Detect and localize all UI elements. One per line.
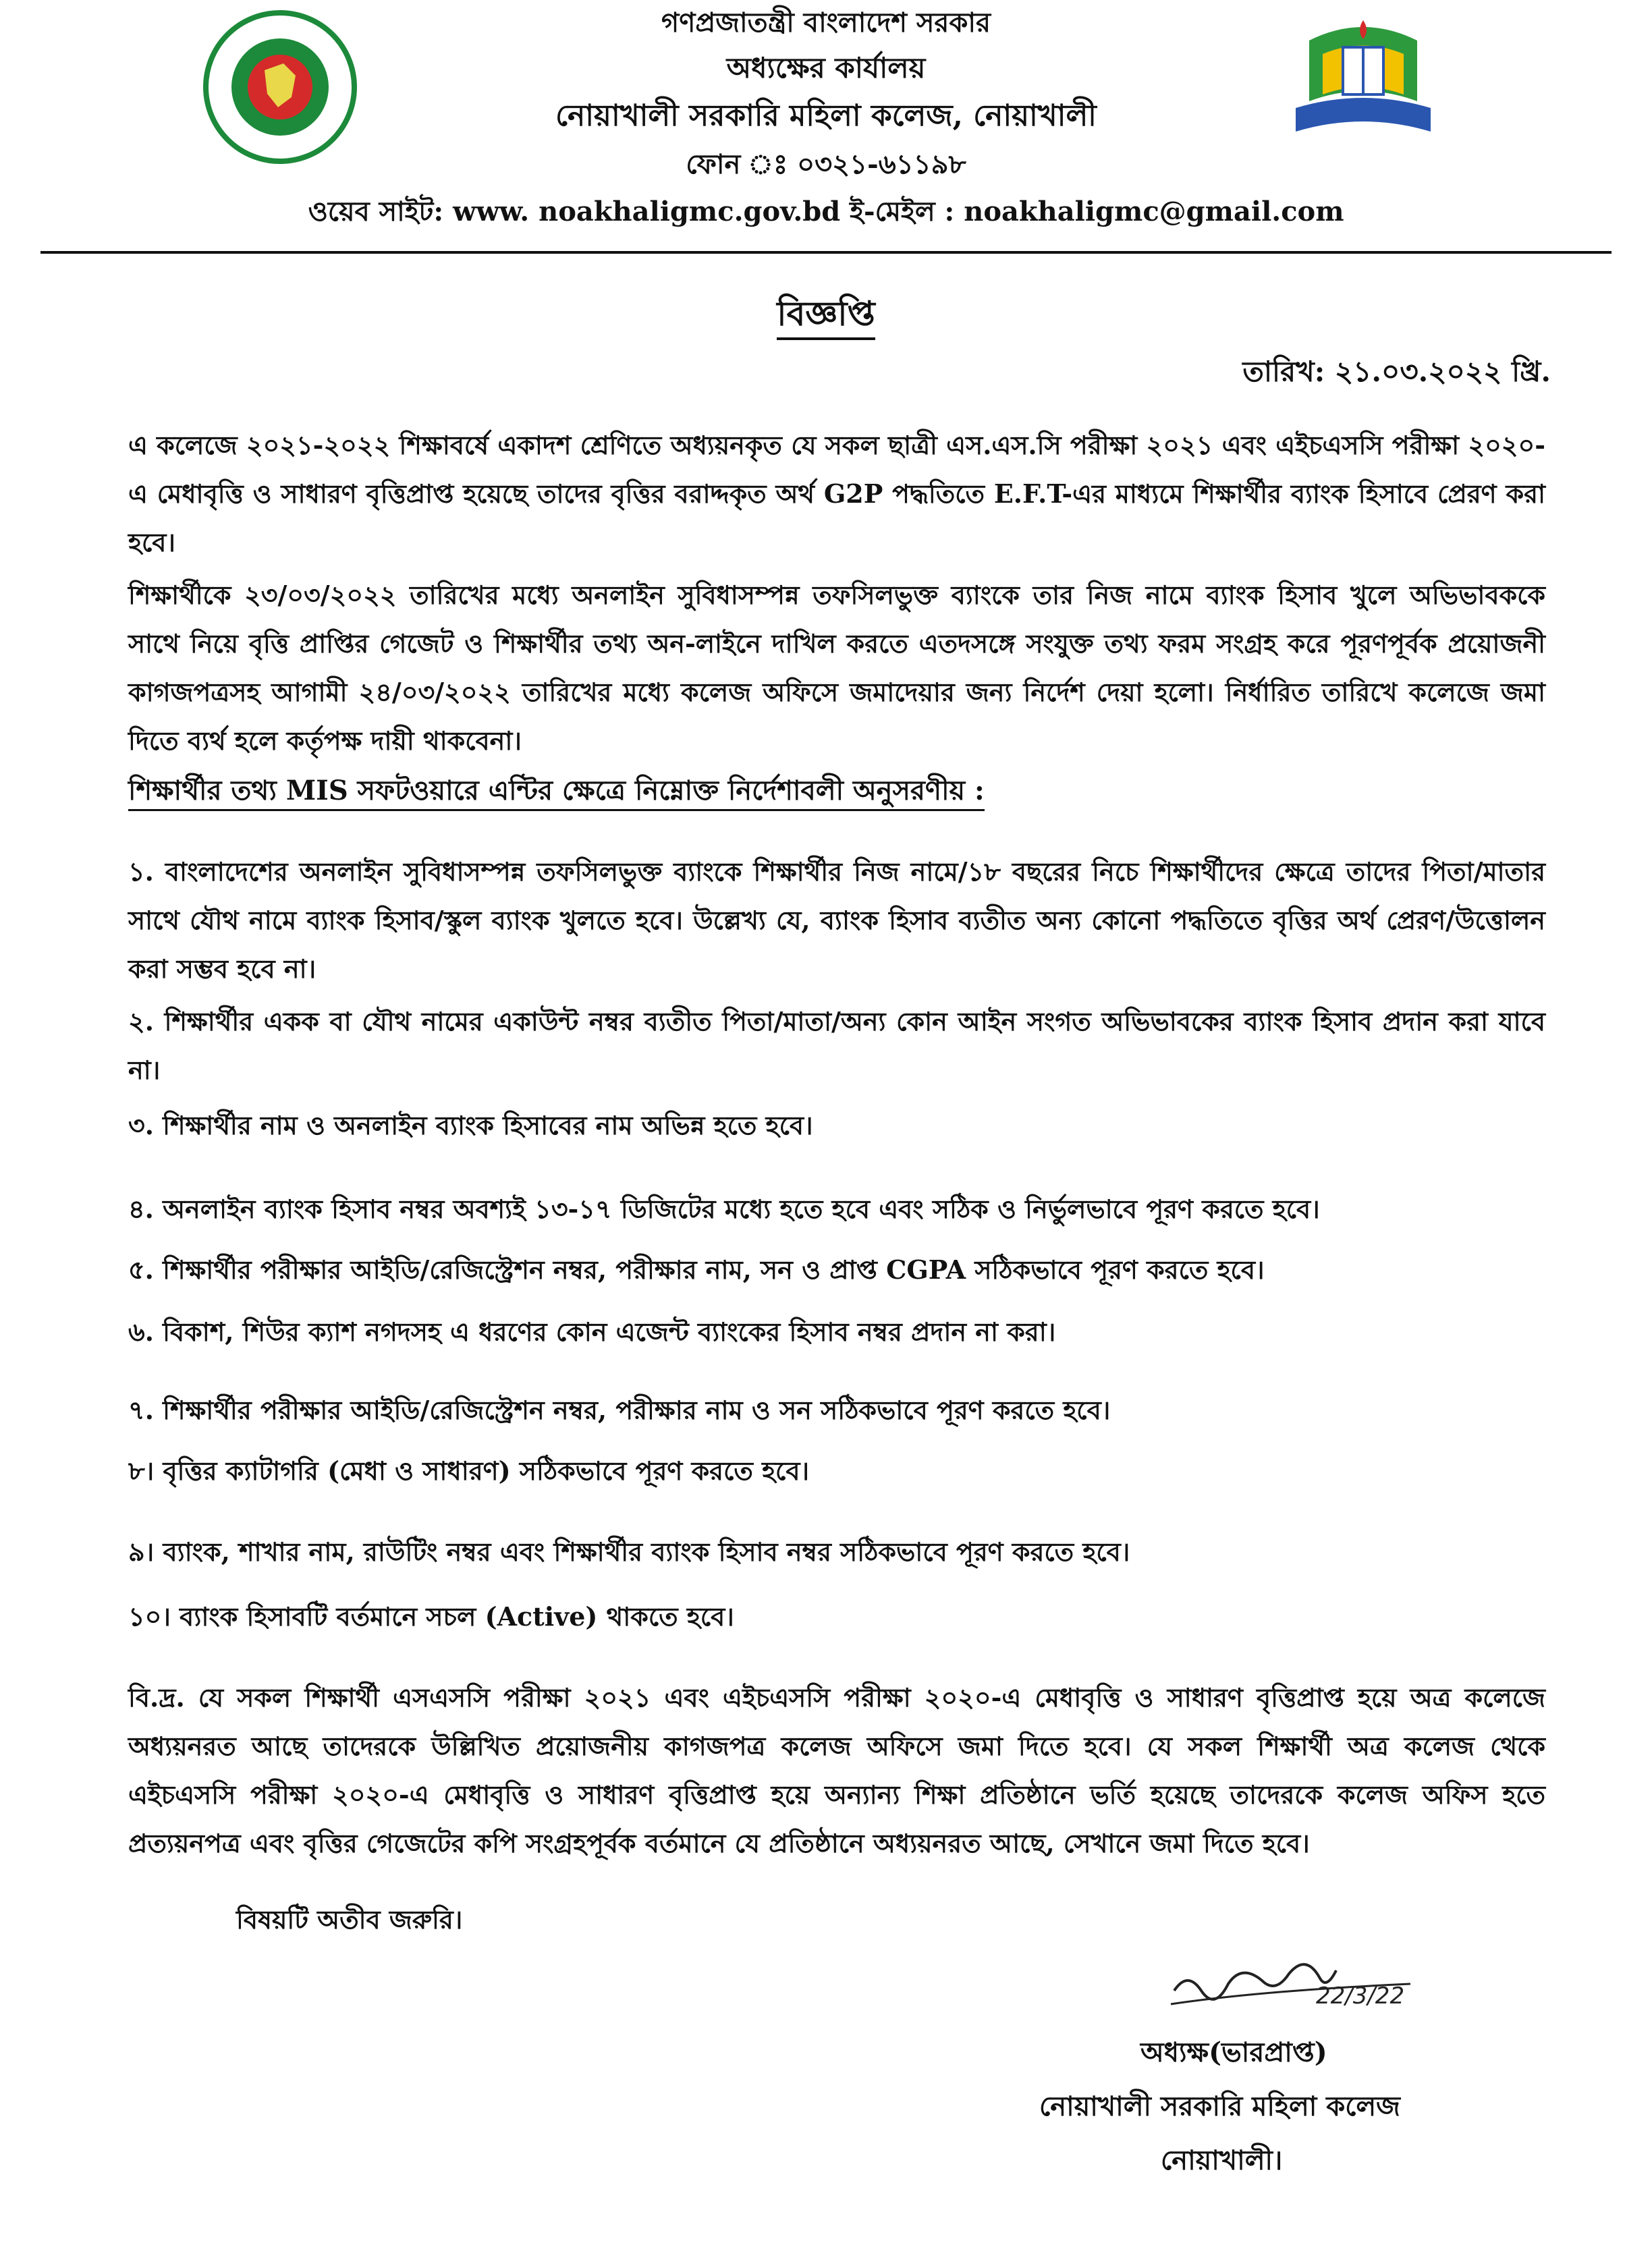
notice-title-text: বিজ্ঞপ্তি [777, 294, 875, 340]
signature-date: 22/3/22 [1316, 1983, 1405, 2010]
header-divider [40, 251, 1612, 254]
header-phone: ফোন ঃ ০৩২১-৬১১৯৮ [686, 148, 966, 180]
header-web-email: ওয়েব সাইট: www. noakhaligmc.gov.bd ই-মেইল : noakhaligmc@gmail.com [308, 196, 1344, 227]
signatory-designation: অধ্যক্ষ(ভারপ্রাপ্ত) [1140, 2037, 1327, 2068]
header-college-name: নোয়াখালী সরকারি মহিলা কলেজ, নোয়াখালী [555, 99, 1097, 133]
header-office-name: অধ্যক্ষের কার্যালয় [726, 51, 926, 84]
instruction-item-9: ৯। ব্যাংক, শাখার নাম, রাউটিং নম্বর এবং শিক্ষার্থীর ব্যাংক হিসাব নম্বর সঠিকভাবে পূরণ করতে হবে। [128, 1536, 1130, 1567]
instruction-item-6: ৬. বিকাশ, শিউর ক্যাশ নগদসহ এ ধরণের কোন এজেন্ট ব্যাংকের হিসাব নম্বর প্রদান না করা। [128, 1317, 1056, 1347]
instruction-item-4: ৪. অনলাইন ব্যাংক হিসাব নম্বর অবশ্যই ১৩-১৭ ডিজিটের মধ্যে হতে হবে এবং সঠিক ও নির্ভুলভাবে পূরণ করতে হবে। [128, 1194, 1320, 1224]
urgent-note: বিষয়টি অতীব জরুরি। [236, 1904, 463, 1935]
signatory-place: নোয়াখালী। [1161, 2144, 1283, 2176]
instruction-item-5: ৫. শিক্ষার্থীর পরীক্ষার আইডি/রেজিস্ট্রেশন নম্বর, পরীক্ষার নাম, সন ও প্রাপ্ত CGPA সঠিকভাবে পূরণ করতে হবে। [128, 1254, 1265, 1285]
handwritten-signature [1161, 1943, 1417, 2034]
instructions-heading [128, 769, 985, 814]
instruction-item-7: ৭. শিক্ষার্থীর পরীক্ষার আইডি/রেজিস্ট্রেশন নম্বর, পরীক্ষার নাম ও সন সঠিকভাবে পূরণ করতে হবে। [128, 1395, 1111, 1425]
instruction-item-2: ২. শিক্ষার্থীর একক বা যৌথ নামের একাউন্ট নম্বর ব্যতীত পিতা/মাতা/অন্য কোন আইন সংগত অভিভাবকের ব্যাংক হিসাব প্রদান করা যাবে না। [128, 1006, 1545, 1085]
instruction-item-8: ৮। বৃত্তির ক্যাটাগরি (মেধা ও সাধারণ) সঠিকভাবে পূরণ করতে হবে। [128, 1456, 810, 1486]
instruction-item-1: ১. বাংলাদেশের অনলাইন সুবিধাসম্পন্ন তফসিলভুক্ত ব্যাংকে শিক্ষার্থীর নিজ নামে/১৮ বছরের নিচে শিক্ষার্থীদের ক্ষেত্রে তাদের পিতা/মাতার সাথে যৌথ নামে ব্যাংক হিসাব/স্কুল ব্যাংক খুলতে হবে। উল্লেখ্য যে, ব্যাংক হিসাব ব্যতীত অন্য কোনো পদ্ধতিতে বৃত্তির অর্থ প্রেরণ/উত্তোলন করা সম্ভব হবে না। [128, 856, 1545, 984]
instructions-heading-text: শিক্ষার্থীর তথ্য MIS সফটওয়ারে এন্টির ক্ষেত্রে নিম্নোক্ত নির্দেশাবলী অনুসরণীয় : [128, 775, 985, 811]
notice-title [0, 289, 1652, 345]
instruction-item-3: ৩. শিক্ষার্থীর নাম ও অনলাইন ব্যাংক হিসাবের নাম অভিন্ন হতে হবে। [128, 1110, 813, 1140]
notice-date: তারিখ: ২১.০৩.২০২২ খ্রি. [1242, 355, 1551, 388]
instruction-item-10: ১০। ব্যাংক হিসাবটি বর্তমানে সচল (Active) থাকতে হবে। [128, 1601, 734, 1632]
signatory-institution: নোয়াখালী সরকারি মহিলা কলেজ [1039, 2090, 1400, 2122]
paragraph-2: শিক্ষার্থীকে ২৩/০৩/২০২২ তারিখের মধ্যে অনলাইন সুবিধাসম্পন্ন তফসিলভুক্ত ব্যাংকে তার নিজ নামে ব্যাংক হিসাব খুলে অভিভাবককে সাথে নিয়ে বৃত্তি প্রাপ্তির গেজেট ও শিক্ষার্থীর তথ্য অন-লাইনে দাখিল করতে এতদসঙ্গে সংযুক্ত তথ্য ফরম সংগ্রহ করে পূরণপূর্বক প্রয়োজনী কাগজপত্রসহ আগামী ২৪/০৩/২০২২ তারিখের মধ্যে কলেজ অফিসে জমাদেয়ার জন্য নির্দেশ দেয়া হলো। নির্ধারিত তারিখে কলেজে জমা দিতে ব্যর্থ হলে কর্তৃপক্ষ দায়ী থাকবেনা। [128, 580, 1545, 756]
header-government-name: গণপ্রজাতন্ত্রী বাংলাদেশ সরকার [661, 7, 991, 38]
note-paragraph: বি.দ্র. যে সকল শিক্ষার্থী এসএসসি পরীক্ষা ২০২১ এবং এইচএসসি পরীক্ষা ২০২০-এ মেধাবৃত্তি ও সাধারণ বৃত্তিপ্রাপ্ত হয়ে অত্র কলেজে অধ্যয়নরত আছে তাদেরকে উল্লিখিত প্রয়োজনীয় কাগজপত্র কলেজ অফিসে জমা দিতে হবে। যে সকল শিক্ষার্থী অত্র কলেজ থেকে এইচএসসি পরীক্ষা ২০২০-এ মেধাবৃত্তি ও সাধারণ বৃত্তিপ্রাপ্ত হয়ে অন্যান্য শিক্ষা প্রতিষ্ঠানে ভর্তি হয়েছে তাদেরকে কলেজ অফিস হতে প্রত্যয়নপত্র এবং বৃত্তির গেজেটের কপি সংগ্রহপূর্বক বর্তমানে যে প্রতিষ্ঠানে অধ্যয়নরত আছে, সেখানে জমা দিতে হবে। [128, 1682, 1545, 1858]
paragraph-1: এ কলেজে ২০২১-২০২২ শিক্ষাবর্ষে একাদশ শ্রেণিতে অধ্যয়নকৃত যে সকল ছাত্রী এস.এস.সি পরীক্ষা ২০২১ এবং এইচএসসি পরীক্ষা ২০২০-এ মেধাবৃত্তি ও সাধারণ বৃত্তিপ্রাপ্ত হয়েছে তাদের বৃত্তির বরাদ্দকৃত অর্থ G2P পদ্ধতিতে E.F.T-এর মাধ্যমে শিক্ষার্থীর ব্যাংক হিসাবে প্রেরণ করা হবে। [128, 430, 1545, 557]
